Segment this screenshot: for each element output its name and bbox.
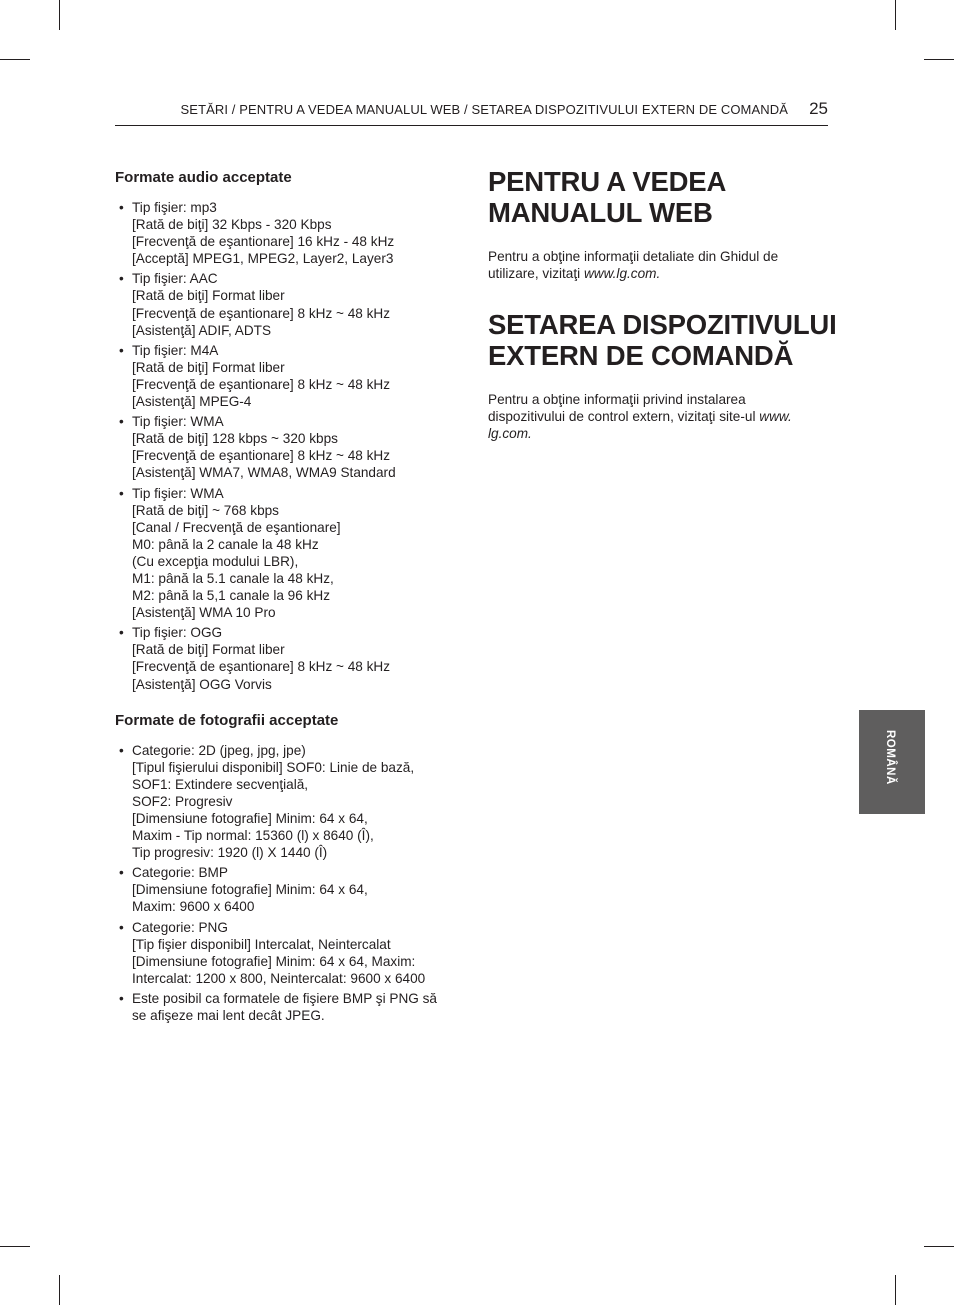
breadcrumb: SETĂRI / PENTRU A VEDEA MANUALUL WEB / SETAREA DISPOZITIVULUI EXTERN DE COMANDĂ bbox=[180, 102, 788, 117]
audio-format-item-line: [Frecvenţă de eşantionare] 8 kHz ~ 48 kHz bbox=[132, 305, 391, 321]
photo-format-item-line: se afişeze mai lent decât JPEG. bbox=[132, 1008, 325, 1024]
audio-format-item-line: [Canal / Frecvenţă de eşantionare] bbox=[132, 519, 341, 535]
photo-format-item-line: [Tip fişier disponibil] Intercalat, Neintercalat bbox=[132, 936, 391, 952]
audio-format-item-line: M2: până la 5,1 canale la 96 kHz bbox=[132, 588, 330, 604]
audio-format-item-line: Tip fişier: OGG bbox=[132, 625, 223, 641]
photo-format-item-line: SOF1: Extindere secvenţială, bbox=[132, 776, 309, 792]
web-manual-title bbox=[488, 166, 828, 228]
photo-formats-heading: Formate de fotografii acceptate bbox=[115, 711, 339, 729]
audio-format-item bbox=[115, 270, 455, 338]
photo-format-item-line: [Tipul fişierului disponibil] SOF0: Linie de bază, bbox=[132, 759, 415, 775]
audio-format-item-line: Tip fişier: WMA bbox=[132, 485, 224, 501]
photo-format-item-line: [Dimensiune fotografie] Minim: 64 x 64, bbox=[132, 811, 368, 826]
crop-mark bbox=[924, 1246, 954, 1247]
lg-website-link: www. bbox=[759, 409, 792, 425]
audio-format-item-line: [Frecvenţă de eşantionare] 8 kHz ~ 48 kHz bbox=[132, 376, 391, 392]
web-manual-text-line: Pentru a obţine informaţii detaliate din Ghidul de bbox=[488, 249, 779, 264]
crop-mark bbox=[59, 1275, 60, 1305]
running-header bbox=[115, 101, 828, 121]
crop-mark bbox=[59, 0, 60, 30]
audio-format-item-line: Tip fişier: mp3 bbox=[132, 200, 217, 215]
audio-format-item-line: [Frecvenţă de eşantionare] 8 kHz ~ 48 kHz bbox=[132, 448, 391, 464]
audio-format-item-line: [Asistenţă] OGG Vorvis bbox=[132, 676, 272, 692]
photo-format-item-line: Tip progresiv: 1920 (l) X 1440 (Î) bbox=[132, 845, 328, 861]
audio-format-item-line: [Frecvenţă de eşantionare] 8 kHz ~ 48 kHz bbox=[132, 659, 391, 675]
bullet-icon: • bbox=[119, 865, 124, 881]
bullet-icon: • bbox=[119, 200, 124, 215]
external-control-text-line: dispozitivului de control extern, vizitaţi site-ul www. bbox=[488, 409, 792, 425]
external-control-title bbox=[488, 309, 837, 372]
web-manual-title-line: MANUALUL WEB bbox=[488, 197, 713, 228]
photo-format-item bbox=[115, 919, 455, 987]
header-divider bbox=[115, 125, 828, 126]
audio-format-item bbox=[115, 413, 455, 481]
audio-format-item bbox=[115, 199, 455, 267]
audio-format-item-line: [Frecvenţă de eşantionare] 16 kHz - 48 kHz bbox=[132, 234, 395, 250]
bullet-icon: • bbox=[119, 342, 124, 358]
photo-format-item-line: Categorie: PNG bbox=[132, 919, 228, 935]
audio-format-item-line: [Asistenţă] MPEG-4 bbox=[132, 394, 252, 410]
bullet-icon: • bbox=[119, 742, 124, 758]
audio-format-item-line: M1: până la 5.1 canale la 48 kHz, bbox=[132, 570, 334, 586]
web-manual-title-line: PENTRU A VEDEA bbox=[488, 166, 727, 197]
external-control-text-line bbox=[488, 425, 828, 442]
audio-format-item-line: Tip fişier: M4A bbox=[132, 342, 219, 358]
left-column bbox=[115, 168, 455, 1027]
language-tab-label: ROMÂNĂ bbox=[884, 730, 896, 785]
bullet-icon: • bbox=[119, 485, 124, 501]
external-control-title-line: EXTERN DE COMANDĂ bbox=[488, 340, 794, 372]
right-column bbox=[488, 166, 837, 442]
photo-format-item-line: SOF2: Progresiv bbox=[132, 793, 233, 809]
external-control-text bbox=[488, 391, 828, 442]
audio-format-item bbox=[115, 342, 455, 410]
bullet-icon: • bbox=[119, 625, 124, 641]
lg-website-link: www.lg.com. bbox=[583, 266, 661, 282]
crop-mark bbox=[895, 1275, 896, 1305]
external-control-text-line: Pentru a obţine informaţii privind instalarea bbox=[488, 392, 746, 408]
audio-format-item-line: (Cu excepţia modului LBR), bbox=[132, 553, 299, 569]
photo-format-item-line: Categorie: 2D (jpeg, jpg, jpe) bbox=[132, 742, 306, 758]
photo-format-item bbox=[115, 990, 455, 1024]
audio-format-item-line: [Asistenţă] ADIF, ADTS bbox=[132, 322, 272, 338]
crop-mark bbox=[0, 1246, 30, 1247]
audio-formats-heading: Formate audio acceptate bbox=[115, 169, 292, 186]
photo-format-item-line: [Dimensiune fotografie] Minim: 64 x 64, bbox=[132, 882, 368, 898]
audio-format-item-line: Tip fişier: WMA bbox=[132, 414, 224, 430]
bullet-icon: • bbox=[119, 990, 124, 1006]
photo-format-item-line: Este posibil ca formatele de fişiere BMP şi PNG să bbox=[132, 990, 437, 1006]
crop-mark bbox=[0, 59, 30, 60]
page-number: 25 bbox=[809, 99, 828, 118]
audio-format-item-line: [Rată de biţi] Format liber bbox=[132, 359, 285, 375]
audio-format-item bbox=[115, 485, 455, 622]
language-tab bbox=[859, 710, 925, 814]
audio-format-item-line: [Rată de biţi] ~ 768 kbps bbox=[132, 502, 279, 518]
audio-format-item-line: [Asistenţă] WMA 10 Pro bbox=[132, 605, 276, 621]
audio-format-item-line: [Rată de biţi] 128 kbps ~ 320 kbps bbox=[132, 431, 338, 447]
audio-format-item-line: [Acceptă] MPEG1, MPEG2, Layer2, Layer3 bbox=[132, 251, 394, 267]
photo-format-item-line: [Dimensiune fotografie] Minim: 64 x 64, Maxim: bbox=[132, 953, 416, 969]
bullet-icon: • bbox=[119, 271, 124, 287]
photo-format-item-line: Intercalat: 1200 x 800, Neintercalat: 9600 x 6400 bbox=[132, 970, 426, 986]
photo-format-item bbox=[115, 742, 455, 862]
audio-format-item-line: [Rată de biţi] Format liber bbox=[132, 642, 285, 658]
audio-format-item bbox=[115, 624, 455, 692]
audio-format-item-line: [Rată de biţi] Format liber bbox=[132, 288, 285, 304]
photo-format-item-line: Maxim - Tip normal: 15360 (l) x 8640 (Î), bbox=[132, 828, 374, 844]
photo-format-item-line: Maxim: 9600 x 6400 bbox=[132, 899, 255, 915]
photo-format-item bbox=[115, 864, 455, 915]
lg-website-link: lg.com. bbox=[488, 426, 532, 442]
crop-mark bbox=[924, 59, 954, 60]
photo-formats-list bbox=[115, 742, 455, 1025]
photo-format-item-line: Categorie: BMP bbox=[132, 865, 228, 881]
audio-format-item-line: M0: până la 2 canale la 48 kHz bbox=[132, 536, 319, 552]
audio-format-item-line: [Rată de biţi] 32 Kbps - 320 Kbps bbox=[132, 217, 332, 233]
audio-formats-list bbox=[115, 199, 455, 693]
audio-format-item-line: [Asistenţă] WMA7, WMA8, WMA9 Standard bbox=[132, 465, 396, 481]
crop-mark bbox=[895, 0, 896, 30]
audio-format-item-line: Tip fişier: AAC bbox=[132, 271, 218, 287]
external-control-title-line: SETAREA DISPOZITIVULUI bbox=[488, 309, 837, 341]
bullet-icon: • bbox=[119, 414, 124, 430]
web-manual-text bbox=[488, 248, 828, 282]
web-manual-text-line: utilizare, vizitaţi www.lg.com. bbox=[488, 266, 661, 282]
bullet-icon: • bbox=[119, 919, 124, 935]
